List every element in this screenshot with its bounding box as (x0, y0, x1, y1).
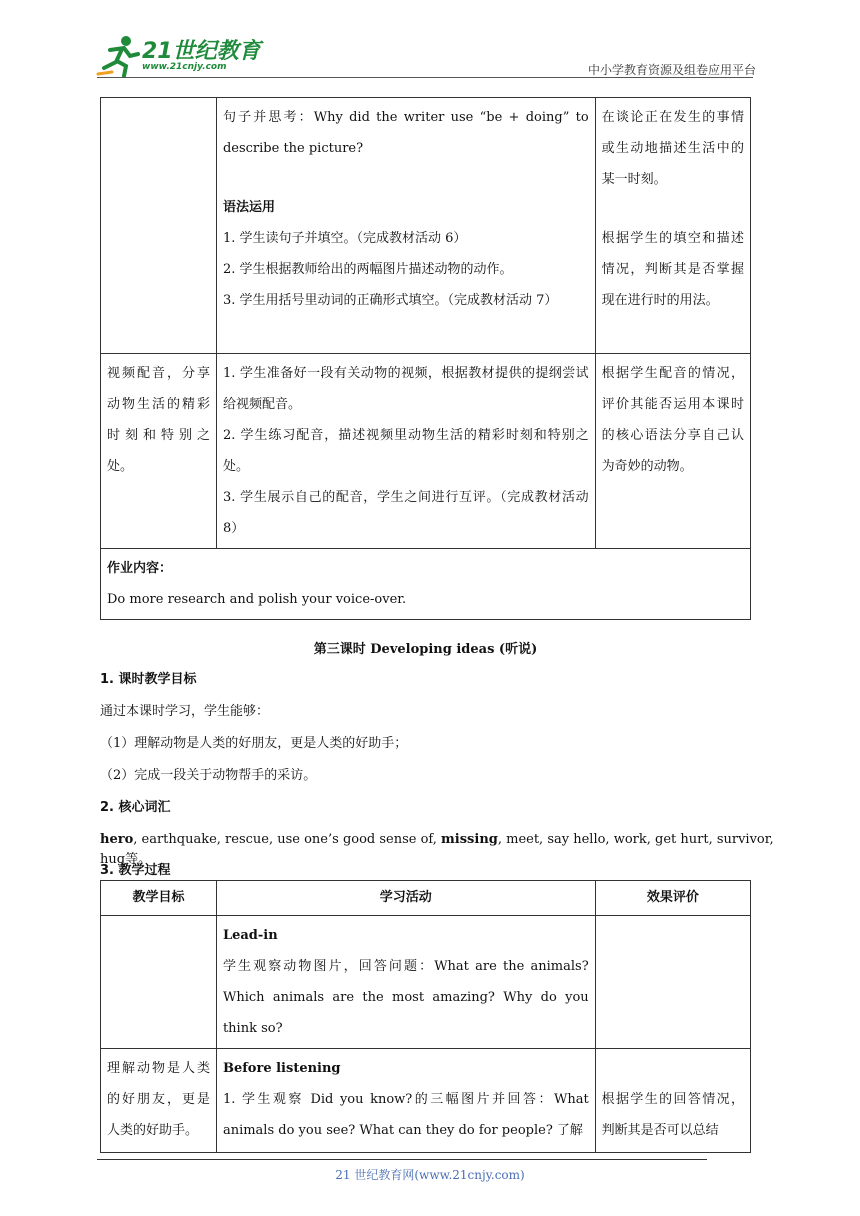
list-item: 3. 学生用括号里动词的正确形式填空。（完成教材活动 7） (222, 293, 558, 308)
paragraph: 句子并思考：Why did the writer use “be + doing” to describe the picture? (222, 110, 589, 156)
objective-cell: 视频配音，分享动物生活的精彩时刻和特别之处。 (101, 354, 217, 549)
evaluation-text: 在谈论正在发生的事情或生动地描述生活中的某一时刻。 (601, 110, 744, 187)
objective-cell (101, 98, 217, 354)
platform-name: 中小学教育资源及组卷应用平台 (587, 63, 756, 77)
runner-logo-icon (96, 34, 142, 78)
homework-row (101, 549, 751, 620)
list-item: 2. 学生根据教师给出的两幅图片描述动物的动作。 (222, 262, 513, 277)
header-divider (97, 77, 753, 78)
activity-text: 学生观察动物图片，回答问题：What are the animals? Which animals are the most amazing? Why do you think so? (222, 959, 589, 1036)
lesson-title: 第三课时 Developing ideas (听说) (313, 642, 538, 657)
vocab-text: , earthquake, rescue, use one’s good sense of, (133, 832, 442, 847)
vocab-text: , meet, say hello, work, get hurt, survivor, hug等。 (100, 832, 774, 867)
list-item: 3. 学生展示自己的配音，学生之间进行互评。（完成教材活动 8） (222, 490, 589, 536)
table-row (101, 98, 751, 354)
footer-divider (97, 1159, 707, 1160)
evaluation-cell: 根据学生配音的情况，评价其能否运用本课时的核心语法分享自己认为奇妙的动物。 (595, 354, 750, 549)
lesson-table-part1 (100, 97, 751, 620)
table-header-row (101, 881, 751, 916)
activity-cell (216, 1049, 595, 1153)
table-row (101, 916, 751, 1049)
list-item: 1. 学生读句子并填空。（完成教材活动 6） (222, 231, 467, 246)
goal-item: （1）理解动物是人类的好朋友，更是人类的好助手； (100, 736, 408, 751)
section-heading: 语法运用 (222, 200, 275, 215)
evaluation-text: 根据学生的回答情况，判断其是否可以总结 (601, 1092, 744, 1138)
heading-objectives: 1. 课时教学目标 (100, 672, 197, 687)
column-header: 效果评价 (595, 881, 750, 916)
logo-text: 21世纪教育 (142, 39, 261, 64)
activity-cell (216, 98, 595, 354)
vocab-bold: missing (441, 832, 498, 847)
heading-vocabulary: 2. 核心词汇 (100, 800, 171, 815)
site-logo (96, 34, 266, 78)
objective-cell: 理解动物是人类的好朋友，更是人类的好助手。 (101, 1049, 217, 1153)
activity-cell (216, 916, 595, 1049)
lesson-table-part2 (100, 880, 751, 1153)
table-row (101, 354, 751, 549)
vocab-bold: hero (100, 832, 134, 847)
evaluation-cell (595, 1049, 750, 1153)
column-header: 教学目标 (101, 881, 217, 916)
column-header: 学习活动 (216, 881, 595, 916)
logo-url: www.21cnjy.com (142, 62, 227, 72)
evaluation-text: 根据学生的填空和描述情况，判断其是否掌握现在进行时的用法。 (601, 231, 744, 308)
list-item: 2. 学生练习配音，描述视频里动物生活的精彩时刻和特别之处。 (222, 428, 589, 474)
activity-heading: Before listening (222, 1061, 341, 1076)
activity-cell (216, 354, 595, 549)
vocabulary-list (100, 830, 780, 870)
heading-process: 3. 教学过程 (100, 863, 171, 878)
evaluation-cell (595, 916, 750, 1049)
page-header (0, 0, 860, 80)
homework-text: Do more research and polish your voice-over. (107, 592, 407, 607)
objective-cell (101, 916, 217, 1049)
list-item: 1. 学生准备好一段有关动物的视频，根据教材提供的提纲尝试给视频配音。 (222, 366, 589, 412)
table-row (101, 1049, 751, 1153)
intro-text: 通过本课时学习，学生能够： (100, 704, 270, 719)
activity-text: 1. 学生观察 Did you know?的三幅图片并回答：What animals do you see? What can they do for people? 了解 (222, 1092, 589, 1138)
homework-label: 作业内容： (107, 561, 173, 576)
activity-heading: Lead-in (222, 928, 278, 943)
evaluation-cell (595, 98, 750, 354)
homework-cell (101, 549, 751, 620)
page-footer: 21 世纪教育网(www.21cnjy.com) (335, 1168, 525, 1182)
goal-item: （2）完成一段关于动物帮手的采访。 (100, 768, 317, 783)
